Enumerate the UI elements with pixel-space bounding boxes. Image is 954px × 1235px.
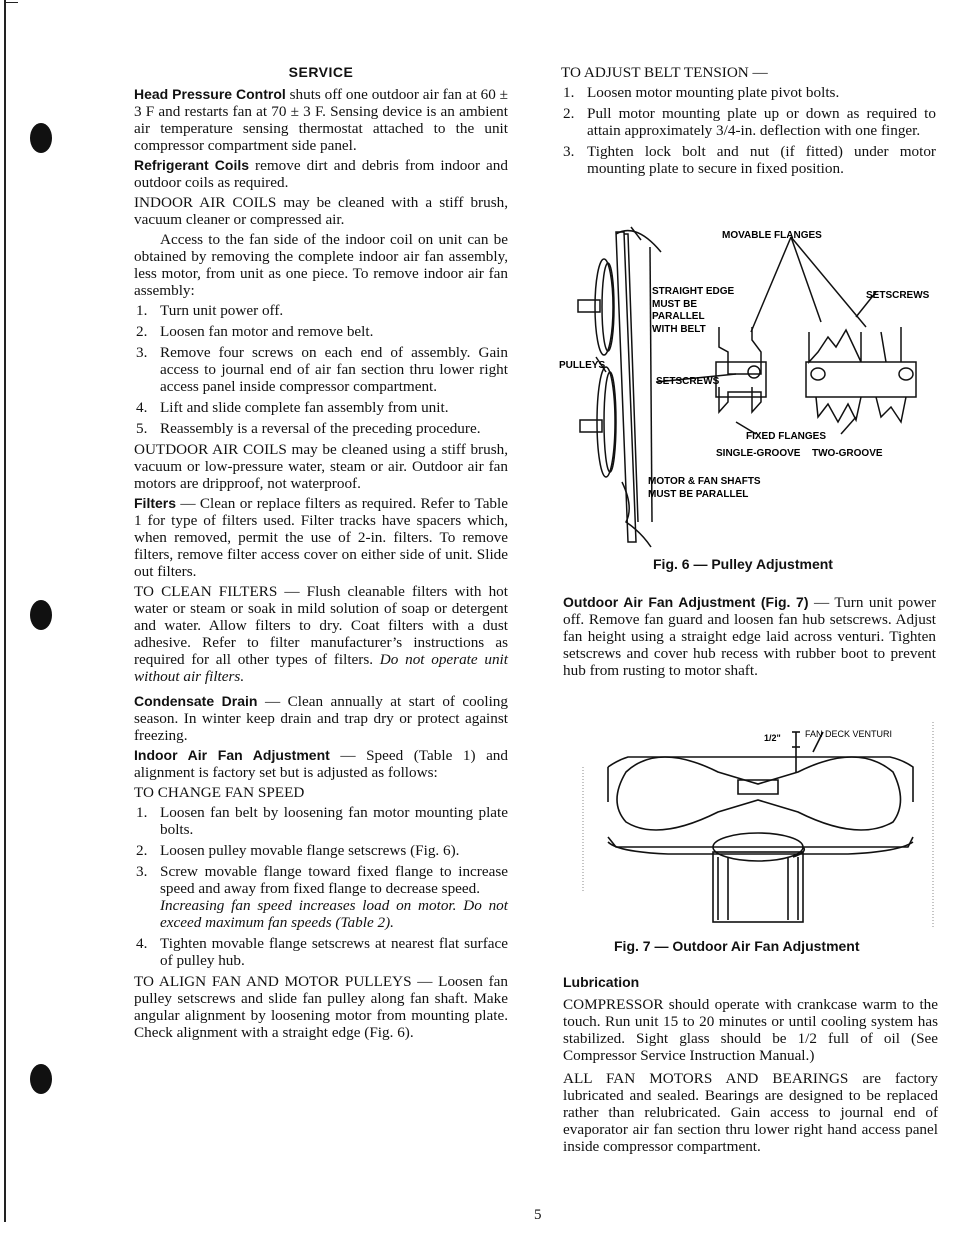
refrigerant-paragraph: Refrigerant Coils remove dirt and debris from indoor and outdoor coils as required. xyxy=(134,157,508,191)
left-column xyxy=(134,64,508,1044)
fig7-caption: Fig. 7 — Outdoor Air Fan Adjustment xyxy=(614,938,860,954)
compressor-paragraph: COMPRESSOR should operate with crankcase warm to the touch. Run unit 15 to 20 minutes or until cooling system has stabilized. Sight glass should be 1/2 full of oil (See Compressor Service Instruction Manual.) xyxy=(563,996,938,1064)
label-straight-edge: STRAIGHT EDGE xyxy=(652,286,735,297)
label-single-groove: SINGLE-GROOVE xyxy=(716,448,801,459)
svg-text:WITH BELT: WITH BELT xyxy=(652,324,706,335)
lubrication-section xyxy=(563,974,938,1158)
indoor-coils-paragraph: INDOOR AIR COILS may be cleaned with a stiff brush, vacuum cleaner or compressed air. xyxy=(134,194,508,228)
label-fixed-flanges: FIXED FLANGES xyxy=(746,431,827,442)
list-item: 3. Tighten lock bolt and nut (if fitted) under motor mounting plate to secure in fixed position. xyxy=(563,143,936,177)
head-pressure-paragraph: Head Pressure Control shuts off one outdoor air fan at 60 ± 3 F and restarts fan at 70 ± 3 F. Sensing device is an ambient air temperature sensing thermostat attached to the unit compressor compartment side panel. xyxy=(134,86,508,154)
label-setscrews-mid: SETSCREWS xyxy=(656,376,720,387)
list-item: 1. Turn unit power off. xyxy=(136,302,284,319)
outdoor-fan-diagram xyxy=(578,722,940,932)
svg-text:MUST BE: MUST BE xyxy=(652,299,697,310)
list-item: 2. Loosen pulley movable flange setscrews (Fig. 6). xyxy=(136,842,460,859)
label-shafts: MOTOR & FAN SHAFTS xyxy=(648,476,761,487)
list-item: 5. Reassembly is a reversal of the preceding procedure. xyxy=(136,420,481,437)
right-column xyxy=(561,64,936,181)
binder-hole xyxy=(30,600,52,630)
list-item: 4. Tighten movable flange setscrews at nearest flat surface of pulley hub. xyxy=(136,935,508,969)
page-border-left xyxy=(4,0,6,1222)
condensate-paragraph: Condensate Drain — Clean annually at start of cooling season. In winter keep drain and trap dry or protect against freezing. xyxy=(134,693,508,744)
indoor-fan-paragraph: Indoor Air Fan Adjustment — Speed (Table 1) and alignment is factory set but is adjusted as follows: xyxy=(134,747,508,781)
outdoor-fan-heading: Outdoor Air Fan Adjustment (Fig. 7) xyxy=(563,594,809,610)
label-pulleys: PULLEYS xyxy=(559,360,606,371)
align-paragraph: TO ALIGN FAN AND MOTOR PULLEYS — Loosen fan pulley setscrews and slide fan pulley along fan shaft. Make angular alignment by loosening motor from mounting plate. Check alignment with a straight edge (Fig. 6). xyxy=(134,973,508,1041)
list-item: 1. Loosen motor mounting plate pivot bolts. xyxy=(563,84,840,101)
outdoor-fan-section xyxy=(563,594,936,682)
speed-steps-list xyxy=(134,804,508,969)
filters-heading: Filters xyxy=(134,495,177,511)
filters-paragraph: Filters — Clean or replace filters as required. Refer to Table 1 for type of filters used. Filter tracks have spacers which, when removed, permit the use of 2-in. filters. To remove filters, remove filter access cover on either side of unit. Slide out filters. xyxy=(134,495,508,580)
label-movable-flanges: MOVABLE FLANGES xyxy=(722,230,822,241)
label-two-groove: TWO-GROOVE xyxy=(812,448,883,459)
head-pressure-heading: Head Pressure Control xyxy=(134,86,286,102)
pulley-adjustment-diagram xyxy=(556,222,946,552)
section-title: SERVICE xyxy=(288,64,354,80)
list-item: 2. Loosen fan motor and remove belt. xyxy=(136,323,374,340)
refrigerant-heading: Refrigerant Coils xyxy=(134,157,250,173)
svg-text:MUST BE PARALLEL: MUST BE PARALLEL xyxy=(648,489,749,500)
remove-steps-list xyxy=(134,302,508,437)
indoor-fan-heading: Indoor Air Fan Adjustment xyxy=(134,747,330,763)
access-paragraph: Access to the fan side of the indoor coil on unit can be obtained by removing the complete indoor air fan assembly, less motor, from unit as one piece. To remove indoor air fan assembly: xyxy=(134,231,508,299)
fig6-caption: Fig. 6 — Pulley Adjustment xyxy=(653,556,833,572)
binder-hole xyxy=(30,123,52,153)
lubrication-heading: Lubrication xyxy=(563,974,640,990)
belt-title: TO ADJUST BELT TENSION — xyxy=(561,64,768,81)
list-item: 3. Remove four screws on each end of assembly. Gain access to journal end of air fan section thru lower right access panel inside compressor compartment. xyxy=(136,344,508,395)
venturi-label: FAN DECK VENTURI xyxy=(805,729,893,739)
change-speed-title: TO CHANGE FAN SPEED xyxy=(134,784,305,801)
label-setscrews: SETSCREWS xyxy=(866,290,930,301)
list-item: 2. Pull motor mounting plate up or down as required to attain approximately 3/4-in. deflection with one finger. xyxy=(563,105,936,139)
condensate-heading: Condensate Drain xyxy=(134,693,258,709)
belt-steps-list xyxy=(561,84,936,177)
dim-label: 1/2" xyxy=(764,733,781,743)
outdoor-fan-paragraph: Outdoor Air Fan Adjustment (Fig. 7) — Turn unit power off. Remove fan guard and loosen fan hub setscrews. Adjust fan height using a straight edge laid across venturi. Tighten setscrews and cover hub recess with rubber boot to prevent hub from rusting to motor shaft. xyxy=(563,594,937,679)
list-item: 1. Loosen fan belt by loosening fan motor mounting plate bolts. xyxy=(136,804,508,838)
list-item: 3. Screw movable flange toward fixed flange to increase speed and away from fixed flange to decrease speed. Increasing fan speed increases load on motor. Do not exceed maximum fan speeds (Table 2). xyxy=(136,863,508,931)
page-border-top xyxy=(4,2,18,3)
page-number: 5 xyxy=(534,1207,542,1223)
motors-paragraph: ALL FAN MOTORS AND BEARINGS are factory lubricated and sealed. Bearings are designed to be replaced rather than relubricated. Gain access to journal end of evaporator air fan section thru lower right hand access panel inside compressor compartment. xyxy=(563,1070,938,1155)
binder-hole xyxy=(30,1064,52,1094)
svg-text:PARALLEL: PARALLEL xyxy=(652,311,705,322)
clean-filters-paragraph: TO CLEAN FILTERS — Flush cleanable filters with hot water or steam or soak in mild solution of soap or detergent and water. Allow filters to dry. Coat filters with a dust adhesive. Refer to filter manufacturer’s instructions as required for all other types of filters. Do not operate unit without air filters. xyxy=(134,583,508,685)
list-item: 4. Lift and slide complete fan assembly from unit. xyxy=(136,399,449,416)
outdoor-coils-paragraph: OUTDOOR AIR COILS may be cleaned using a stiff brush, vacuum or low-pressure water, steam or air. Outdoor air fan motors are dripproof, not waterproof. xyxy=(134,441,508,492)
